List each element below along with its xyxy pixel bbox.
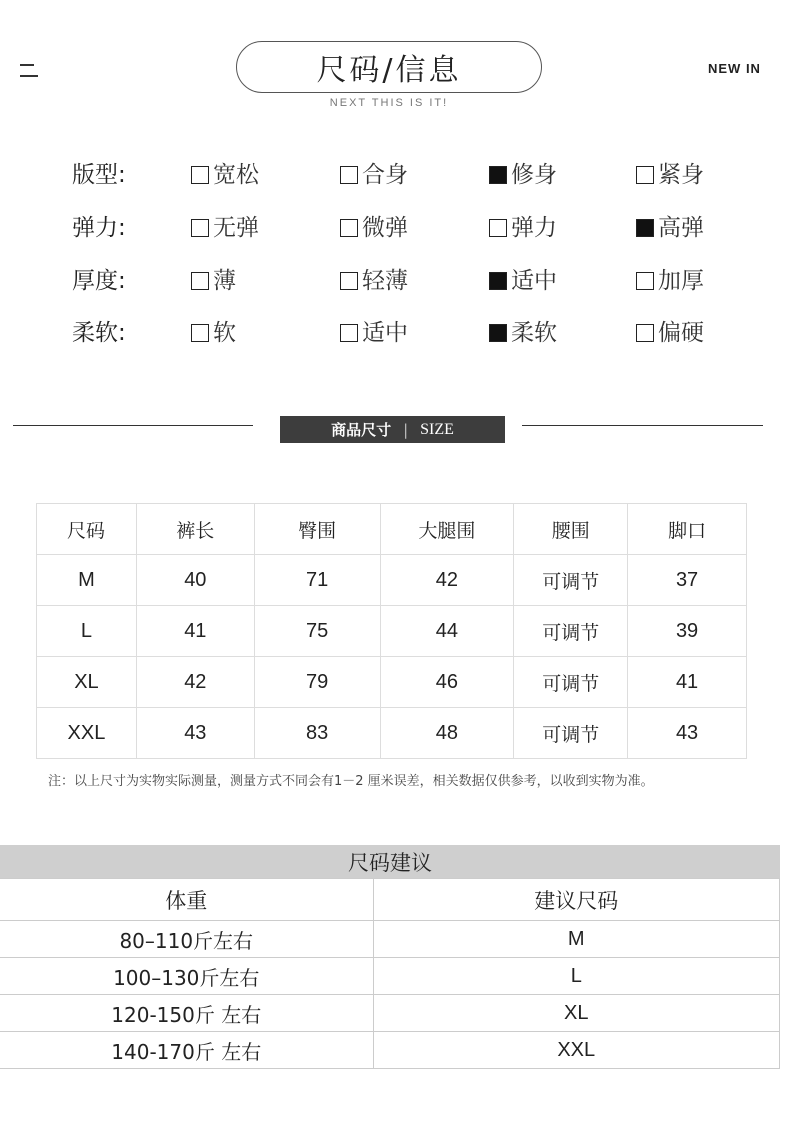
option-label: 宽松 [213, 162, 259, 188]
attribute-option [489, 211, 557, 245]
option-label: 柔软 [511, 320, 557, 346]
table-cell: 75 [254, 606, 380, 657]
attribute-label: 厚度: [72, 268, 126, 294]
page-title: 尺码/信息 [236, 41, 542, 93]
table-cell: XL [37, 657, 137, 708]
table-cell: 83 [254, 708, 380, 759]
table-cell: 80–110斤左右 [0, 921, 373, 958]
option-label: 适中 [511, 268, 557, 294]
section-header-size [280, 416, 505, 443]
column-header: 建议尺码 [373, 879, 780, 921]
option-label: 合身 [362, 162, 408, 188]
attribute-label: 柔软: [72, 320, 126, 346]
table-row [37, 606, 747, 657]
attribute-option [489, 158, 557, 192]
table-cell: 100–130斤左右 [0, 958, 373, 995]
option-label: 紧身 [658, 162, 704, 188]
table-cell: 41 [628, 657, 747, 708]
table-cell: 37 [628, 555, 747, 606]
option-label: 弹力 [511, 215, 557, 241]
option-label: 偏硬 [658, 320, 704, 346]
option-label: 薄 [213, 268, 236, 294]
table-cell: 41 [136, 606, 254, 657]
checkbox [636, 219, 654, 237]
table-cell: M [37, 555, 137, 606]
table-cell: 42 [136, 657, 254, 708]
table-cell: 可调节 [514, 708, 628, 759]
table-cell: 可调节 [514, 657, 628, 708]
attribute-option [636, 158, 704, 192]
attribute-option [489, 264, 557, 298]
option-label: 软 [213, 320, 236, 346]
option-label: 高弹 [658, 215, 704, 241]
table-cell: 43 [136, 708, 254, 759]
checkbox [191, 272, 209, 290]
option-label: 轻薄 [362, 268, 408, 294]
table-cell: M [373, 921, 780, 958]
table-cell: XXL [37, 708, 137, 759]
column-header: 尺码 [37, 504, 137, 555]
checkbox [489, 166, 507, 184]
option-label: 无弹 [213, 215, 259, 241]
table-row [37, 708, 747, 759]
column-header: 裤长 [136, 504, 254, 555]
checkbox [191, 166, 209, 184]
table-header-row [37, 504, 747, 555]
table-cell: 43 [628, 708, 747, 759]
checkbox [489, 219, 507, 237]
size-table [36, 503, 747, 759]
measurement-note: 注：以上尺寸为实物实际测量，测量方式不同会有1－2 厘米误差，相关数据仅供参考，以收到实物为准。 [48, 774, 654, 789]
option-label: 适中 [362, 320, 408, 346]
checkbox [489, 324, 507, 342]
table-cell: 48 [380, 708, 514, 759]
attribute-option [636, 264, 704, 298]
table-cell: L [37, 606, 137, 657]
column-header: 腰围 [514, 504, 628, 555]
recommendation-title: 尺码建议 [0, 845, 780, 878]
section-separator: | [403, 420, 409, 439]
checkbox [191, 219, 209, 237]
divider-left [13, 425, 253, 426]
new-in-badge: NEW IN [708, 61, 761, 76]
attribute-option [191, 158, 259, 192]
option-label: 修身 [511, 162, 557, 188]
checkbox [340, 324, 358, 342]
recommendation-table [0, 878, 780, 1069]
menu-icon[interactable] [20, 64, 38, 78]
table-row [0, 958, 780, 995]
checkbox [340, 219, 358, 237]
attribute-option [636, 316, 704, 350]
table-cell: 42 [380, 555, 514, 606]
checkbox [489, 272, 507, 290]
table-cell: 可调节 [514, 555, 628, 606]
attribute-row [0, 158, 790, 192]
table-cell: 140-170斤 左右 [0, 1032, 373, 1069]
column-header: 脚口 [628, 504, 747, 555]
page-subtitle: NEXT THIS IS IT! [329, 97, 449, 109]
attribute-option [636, 211, 704, 245]
option-label: 加厚 [658, 268, 704, 294]
table-cell: 120-150斤 左右 [0, 995, 373, 1032]
table-row [37, 555, 747, 606]
table-cell: 71 [254, 555, 380, 606]
section-title-zh: 商品尺寸 [331, 421, 392, 439]
attribute-row [0, 211, 790, 245]
divider-right [522, 425, 763, 426]
section-title-en: SIZE [420, 420, 454, 438]
table-cell: XL [373, 995, 780, 1032]
attribute-option [340, 211, 408, 245]
column-header: 臀围 [254, 504, 380, 555]
checkbox [340, 166, 358, 184]
checkbox [636, 324, 654, 342]
column-header: 体重 [0, 879, 373, 921]
attribute-label: 版型: [72, 162, 126, 188]
attribute-option [340, 158, 408, 192]
column-header: 大腿围 [380, 504, 514, 555]
attribute-label: 弹力: [72, 215, 126, 241]
checkbox [636, 272, 654, 290]
table-cell: 39 [628, 606, 747, 657]
attribute-option [191, 211, 259, 245]
checkbox [636, 166, 654, 184]
table-row [0, 995, 780, 1032]
table-header-row [0, 879, 780, 921]
attribute-option [340, 264, 408, 298]
table-row [0, 1032, 780, 1069]
table-cell: 40 [136, 555, 254, 606]
option-label: 微弹 [362, 215, 408, 241]
table-cell: 46 [380, 657, 514, 708]
table-cell: 44 [380, 606, 514, 657]
attribute-option [489, 316, 557, 350]
attribute-option [191, 264, 236, 298]
attribute-row [0, 316, 790, 350]
table-row [0, 921, 780, 958]
table-cell: 79 [254, 657, 380, 708]
table-cell: L [373, 958, 780, 995]
attribute-option [340, 316, 408, 350]
attribute-row [0, 264, 790, 298]
table-row [37, 657, 747, 708]
checkbox [191, 324, 209, 342]
table-cell: 可调节 [514, 606, 628, 657]
attribute-option [191, 316, 236, 350]
checkbox [340, 272, 358, 290]
table-cell: XXL [373, 1032, 780, 1069]
